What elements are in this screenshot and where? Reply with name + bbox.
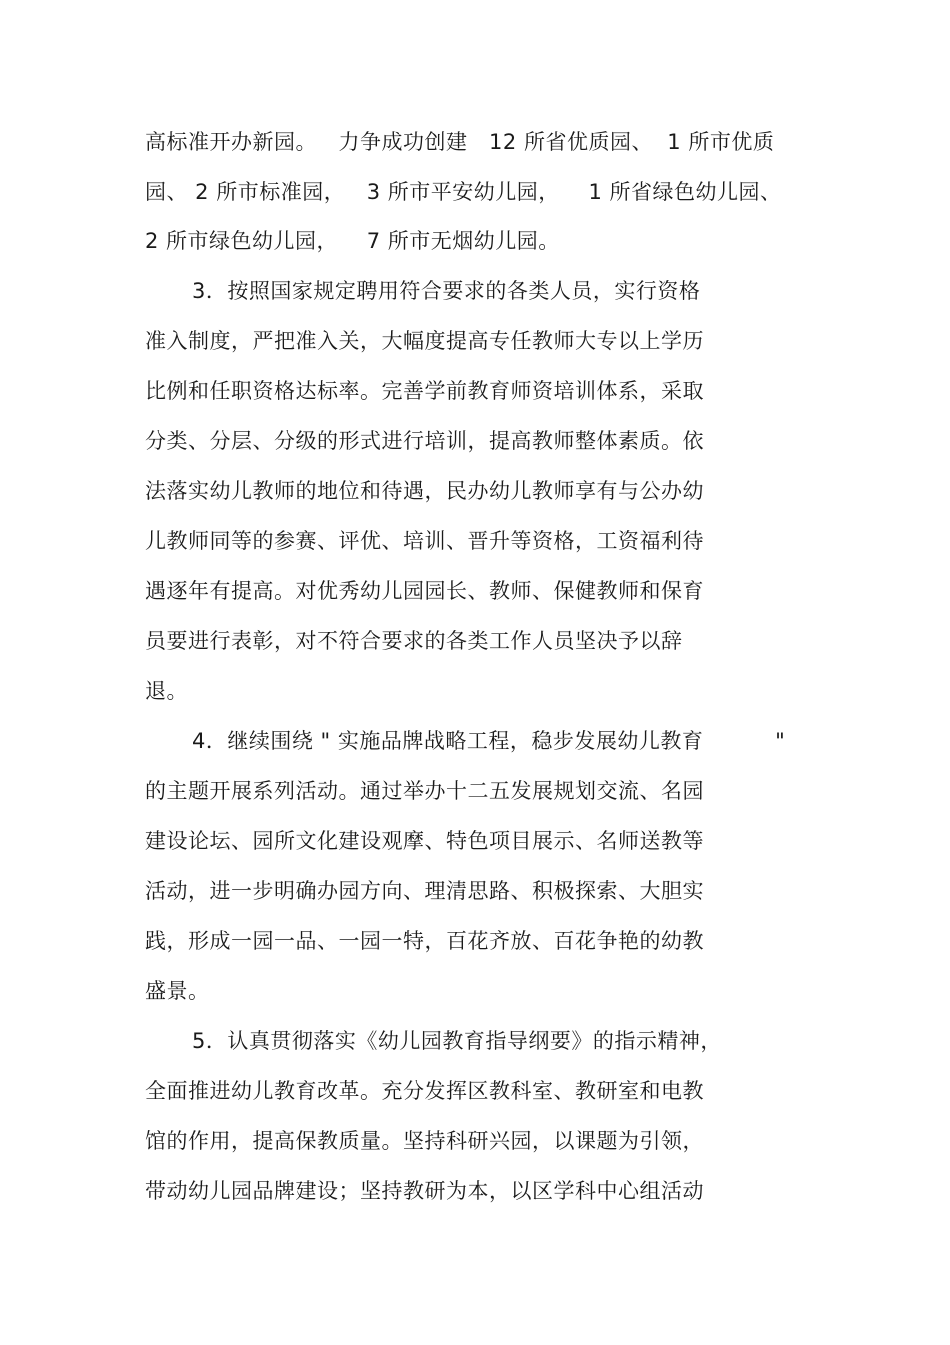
paragraph-4-first-line: 4．继续围绕 " 实施品牌战略工程，稳步发展幼儿教育 " xyxy=(192,729,786,753)
text-line: 园、 2 所市标准园， 3 所市平安幼儿园， 1 所省绿色幼儿园、 xyxy=(145,180,782,204)
text-line: 全面推进幼儿教育改革。充分发挥区教科室、教研室和电教 xyxy=(145,1079,704,1103)
text-line: 的主题开展系列活动。通过举办十二五发展规划交流、名园 xyxy=(145,779,704,803)
text-line: 员要进行表彰，对不符合要求的各类工作人员坚决予以辞 xyxy=(145,629,683,653)
text-line: 建设论坛、园所文化建设观摩、特色项目展示、名师送教等 xyxy=(145,829,704,853)
text-line: 比例和任职资格达标率。完善学前教育师资培训体系，采取 xyxy=(145,379,704,403)
text-line: 践，形成一园一品、一园一特，百花齐放、百花争艳的幼教 xyxy=(145,929,704,953)
text-line: 儿教师同等的参赛、评优、培训、晋升等资格，工资福利待 xyxy=(145,529,704,553)
text-line: 馆的作用，提高保教质量。坚持科研兴园，以课题为引领， xyxy=(145,1129,704,1153)
text-line: 高标准开办新园。 力争成功创建 12 所省优质园、 1 所市优质 xyxy=(145,130,775,154)
text-line: 遇逐年有提高。对优秀幼儿园园长、教师、保健教师和保育 xyxy=(145,579,704,603)
text-line: 分类、分层、分级的形式进行培训，提高教师整体素质。依 xyxy=(145,429,704,453)
text-line: 活动，进一步明确办园方向、理清思路、积极探索、大胆实 xyxy=(145,879,704,903)
text-line: 盛景。 xyxy=(145,979,210,1003)
text-line: 法落实幼儿教师的地位和待遇，民办幼儿教师享有与公办幼 xyxy=(145,479,704,503)
paragraph-3-first-line: 3．按照国家规定聘用符合要求的各类人员，实行资格 xyxy=(192,279,701,303)
text-line: 准入制度，严把准入关，大幅度提高专任教师大专以上学历 xyxy=(145,329,704,353)
paragraph-5-first-line: 5．认真贯彻落实《幼儿园教育指导纲要》的指示精神， xyxy=(192,1029,722,1053)
text-line: 2 所市绿色幼儿园， 7 所市无烟幼儿园。 xyxy=(145,229,560,253)
text-line: 带动幼儿园品牌建设；坚持教研为本，以区学科中心组活动 xyxy=(145,1179,704,1203)
text-line: 退。 xyxy=(145,679,188,703)
